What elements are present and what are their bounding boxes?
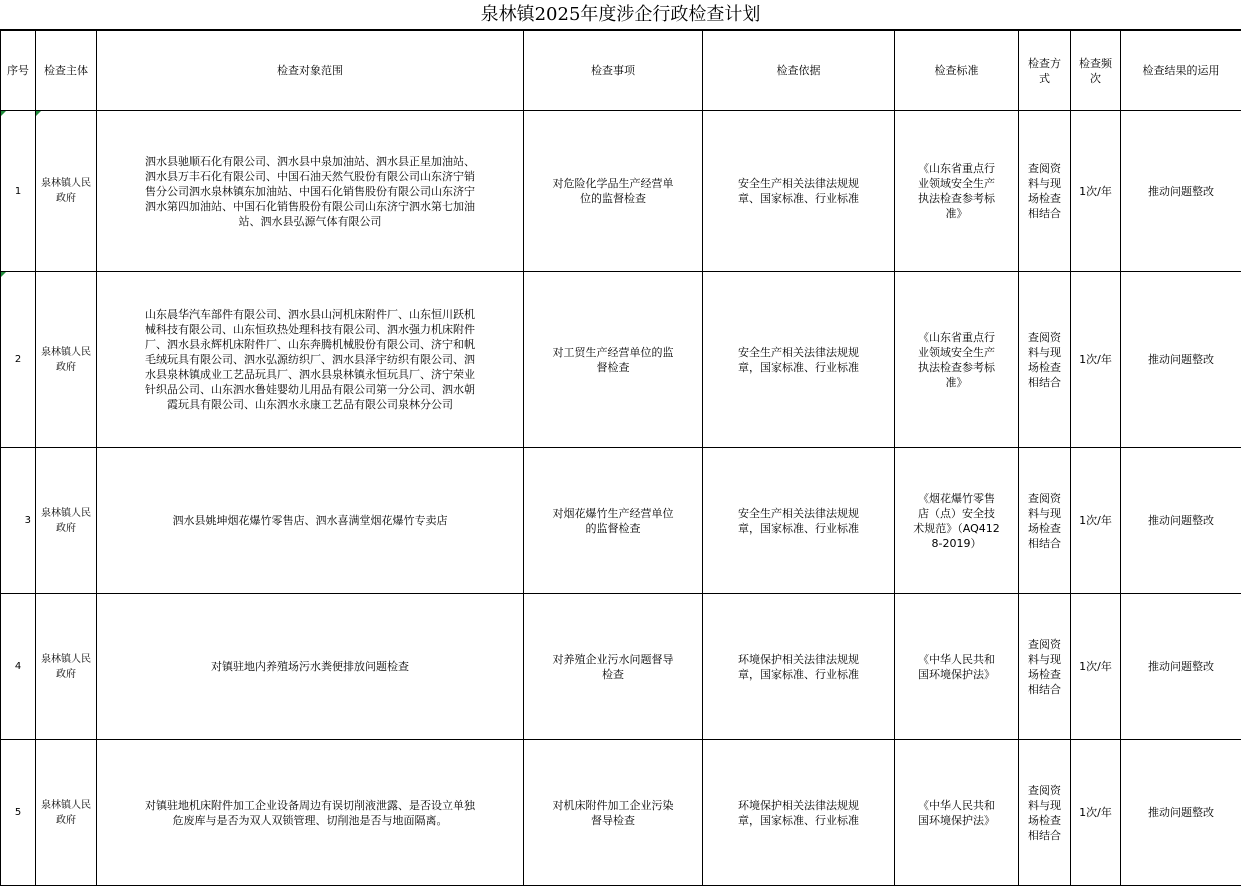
row-result: 推动问题整改 — [1121, 448, 1241, 594]
row-result: 推动问题整改 — [1121, 740, 1241, 886]
row-subject: 泉林镇人民政府 — [36, 594, 97, 740]
row-result: 推动问题整改 — [1121, 272, 1241, 448]
header-method: 检查方式 — [1019, 31, 1071, 111]
row-result: 推动问题整改 — [1121, 594, 1241, 740]
table-row — [1, 740, 1241, 886]
row-standard: 《山东省重点行业领域安全生产执法检查参考标准》 — [895, 272, 1019, 448]
table-row — [1, 111, 1241, 272]
row-method: 查阅资料与现场检查相结合 — [1019, 272, 1071, 448]
header-scope: 检查对象范围 — [97, 31, 524, 111]
row-basis: 环境保护相关法律法规规章，国家标准、行业标准 — [703, 594, 895, 740]
row-method: 查阅资料与现场检查相结合 — [1019, 594, 1071, 740]
row-subject: 泉林镇人民政府 — [36, 448, 97, 594]
row-method: 查阅资料与现场检查相结合 — [1019, 111, 1071, 272]
row-frequency: 1次/年 — [1071, 594, 1121, 740]
row-item: 对危险化学品生产经营单位的监督检查 — [524, 111, 703, 272]
header-standard: 检查标准 — [895, 31, 1019, 111]
row-standard: 《烟花爆竹零售店（点）安全技术规范》（AQ4128-2019） — [895, 448, 1019, 594]
row-item: 对烟花爆竹生产经营单位的监督检查 — [524, 448, 703, 594]
row-scope: 山东晨华汽车部件有限公司、泗水县山河机床附件厂、山东恒川跃机械科技有限公司、山东恒玖热处理科技有限公司、泗水强力机床附件厂、泗水县永辉机床附件厂、山东奔腾机械股份有限公司、济宁和帆毛绒玩具有限公司、泗水弘源纺织厂、泗水县泽宇纺织有限公司、泗水县泉林镇成业工艺品玩具厂、泗水县泉林镇永恒玩具厂、济宁荣业针织品公司、山东泗水鲁娃婴幼儿用品有限公司第一分公司、泗水朝霞玩具有限公司、山东泗水永康工艺品有限公司泉林分公司 — [97, 272, 524, 448]
row-frequency: 1次/年 — [1071, 740, 1121, 886]
row-basis: 环境保护相关法律法规规章，国家标准、行业标准 — [703, 740, 895, 886]
header-frequency: 检查频次 — [1071, 31, 1121, 111]
row-seq: 3 — [1, 448, 36, 594]
row-seq: 4 — [1, 594, 36, 740]
row-item: 对养殖企业污水问题督导检查 — [524, 594, 703, 740]
row-subject: 泉林镇人民政府 — [36, 272, 97, 448]
row-frequency: 1次/年 — [1071, 448, 1121, 594]
inspection-plan-table — [0, 30, 1241, 886]
row-scope: 泗水县驰顺石化有限公司、泗水县中泉加油站、泗水县正星加油站、泗水县万丰石化有限公司、中国石油天然气股份有限公司山东济宁销售分公司泗水泉林镇东加油站、中国石化销售股份有限公司山东济宁泗水第四加油站、中国石化销售股份有限公司山东济宁泗水第七加油站、泗水县弘源气体有限公司 — [97, 111, 524, 272]
row-frequency: 1次/年 — [1071, 272, 1121, 448]
row-seq: 2 — [1, 272, 36, 448]
header-item: 检查事项 — [524, 31, 703, 111]
row-item: 对机床附件加工企业污染督导检查 — [524, 740, 703, 886]
header-subject: 检查主体 — [36, 31, 97, 111]
row-scope: 泗水县姚坤烟花爆竹零售店、泗水喜满堂烟花爆竹专卖店 — [97, 448, 524, 594]
row-seq: 1 — [1, 111, 36, 272]
row-standard: 《中华人民共和国环境保护法》 — [895, 594, 1019, 740]
page-title: 泉林镇2025年度涉企行政检查计划 — [0, 0, 1241, 30]
row-basis: 安全生产相关法律法规规章，国家标准、行业标准 — [703, 272, 895, 448]
header-basis: 检查依据 — [703, 31, 895, 111]
row-subject: 泉林镇人民政府 — [36, 111, 97, 272]
row-subject: 泉林镇人民政府 — [36, 740, 97, 886]
header-seq: 序号 — [1, 31, 36, 111]
row-result: 推动问题整改 — [1121, 111, 1241, 272]
row-seq: 5 — [1, 740, 36, 886]
table-row — [1, 272, 1241, 448]
row-scope: 对镇驻地机床附件加工企业设备周边有误切削液泄露、是否设立单独危废库与是否为双人双锁管理、切削池是否与地面隔离。 — [97, 740, 524, 886]
table-row — [1, 448, 1241, 594]
header-result: 检查结果的运用 — [1121, 31, 1241, 111]
table-header-row — [1, 31, 1241, 111]
row-standard: 《中华人民共和国环境保护法》 — [895, 740, 1019, 886]
table-row — [1, 594, 1241, 740]
row-item: 对工贸生产经营单位的监督检查 — [524, 272, 703, 448]
row-basis: 安全生产相关法律法规规章、国家标准、行业标准 — [703, 111, 895, 272]
row-standard: 《山东省重点行业领域安全生产执法检查参考标准》 — [895, 111, 1019, 272]
row-basis: 安全生产相关法律法规规章，国家标准、行业标准 — [703, 448, 895, 594]
row-scope: 对镇驻地内养殖场污水粪便排放问题检查 — [97, 594, 524, 740]
row-frequency: 1次/年 — [1071, 111, 1121, 272]
row-method: 查阅资料与现场检查相结合 — [1019, 740, 1071, 886]
row-method: 查阅资料与现场检查相结合 — [1019, 448, 1071, 594]
